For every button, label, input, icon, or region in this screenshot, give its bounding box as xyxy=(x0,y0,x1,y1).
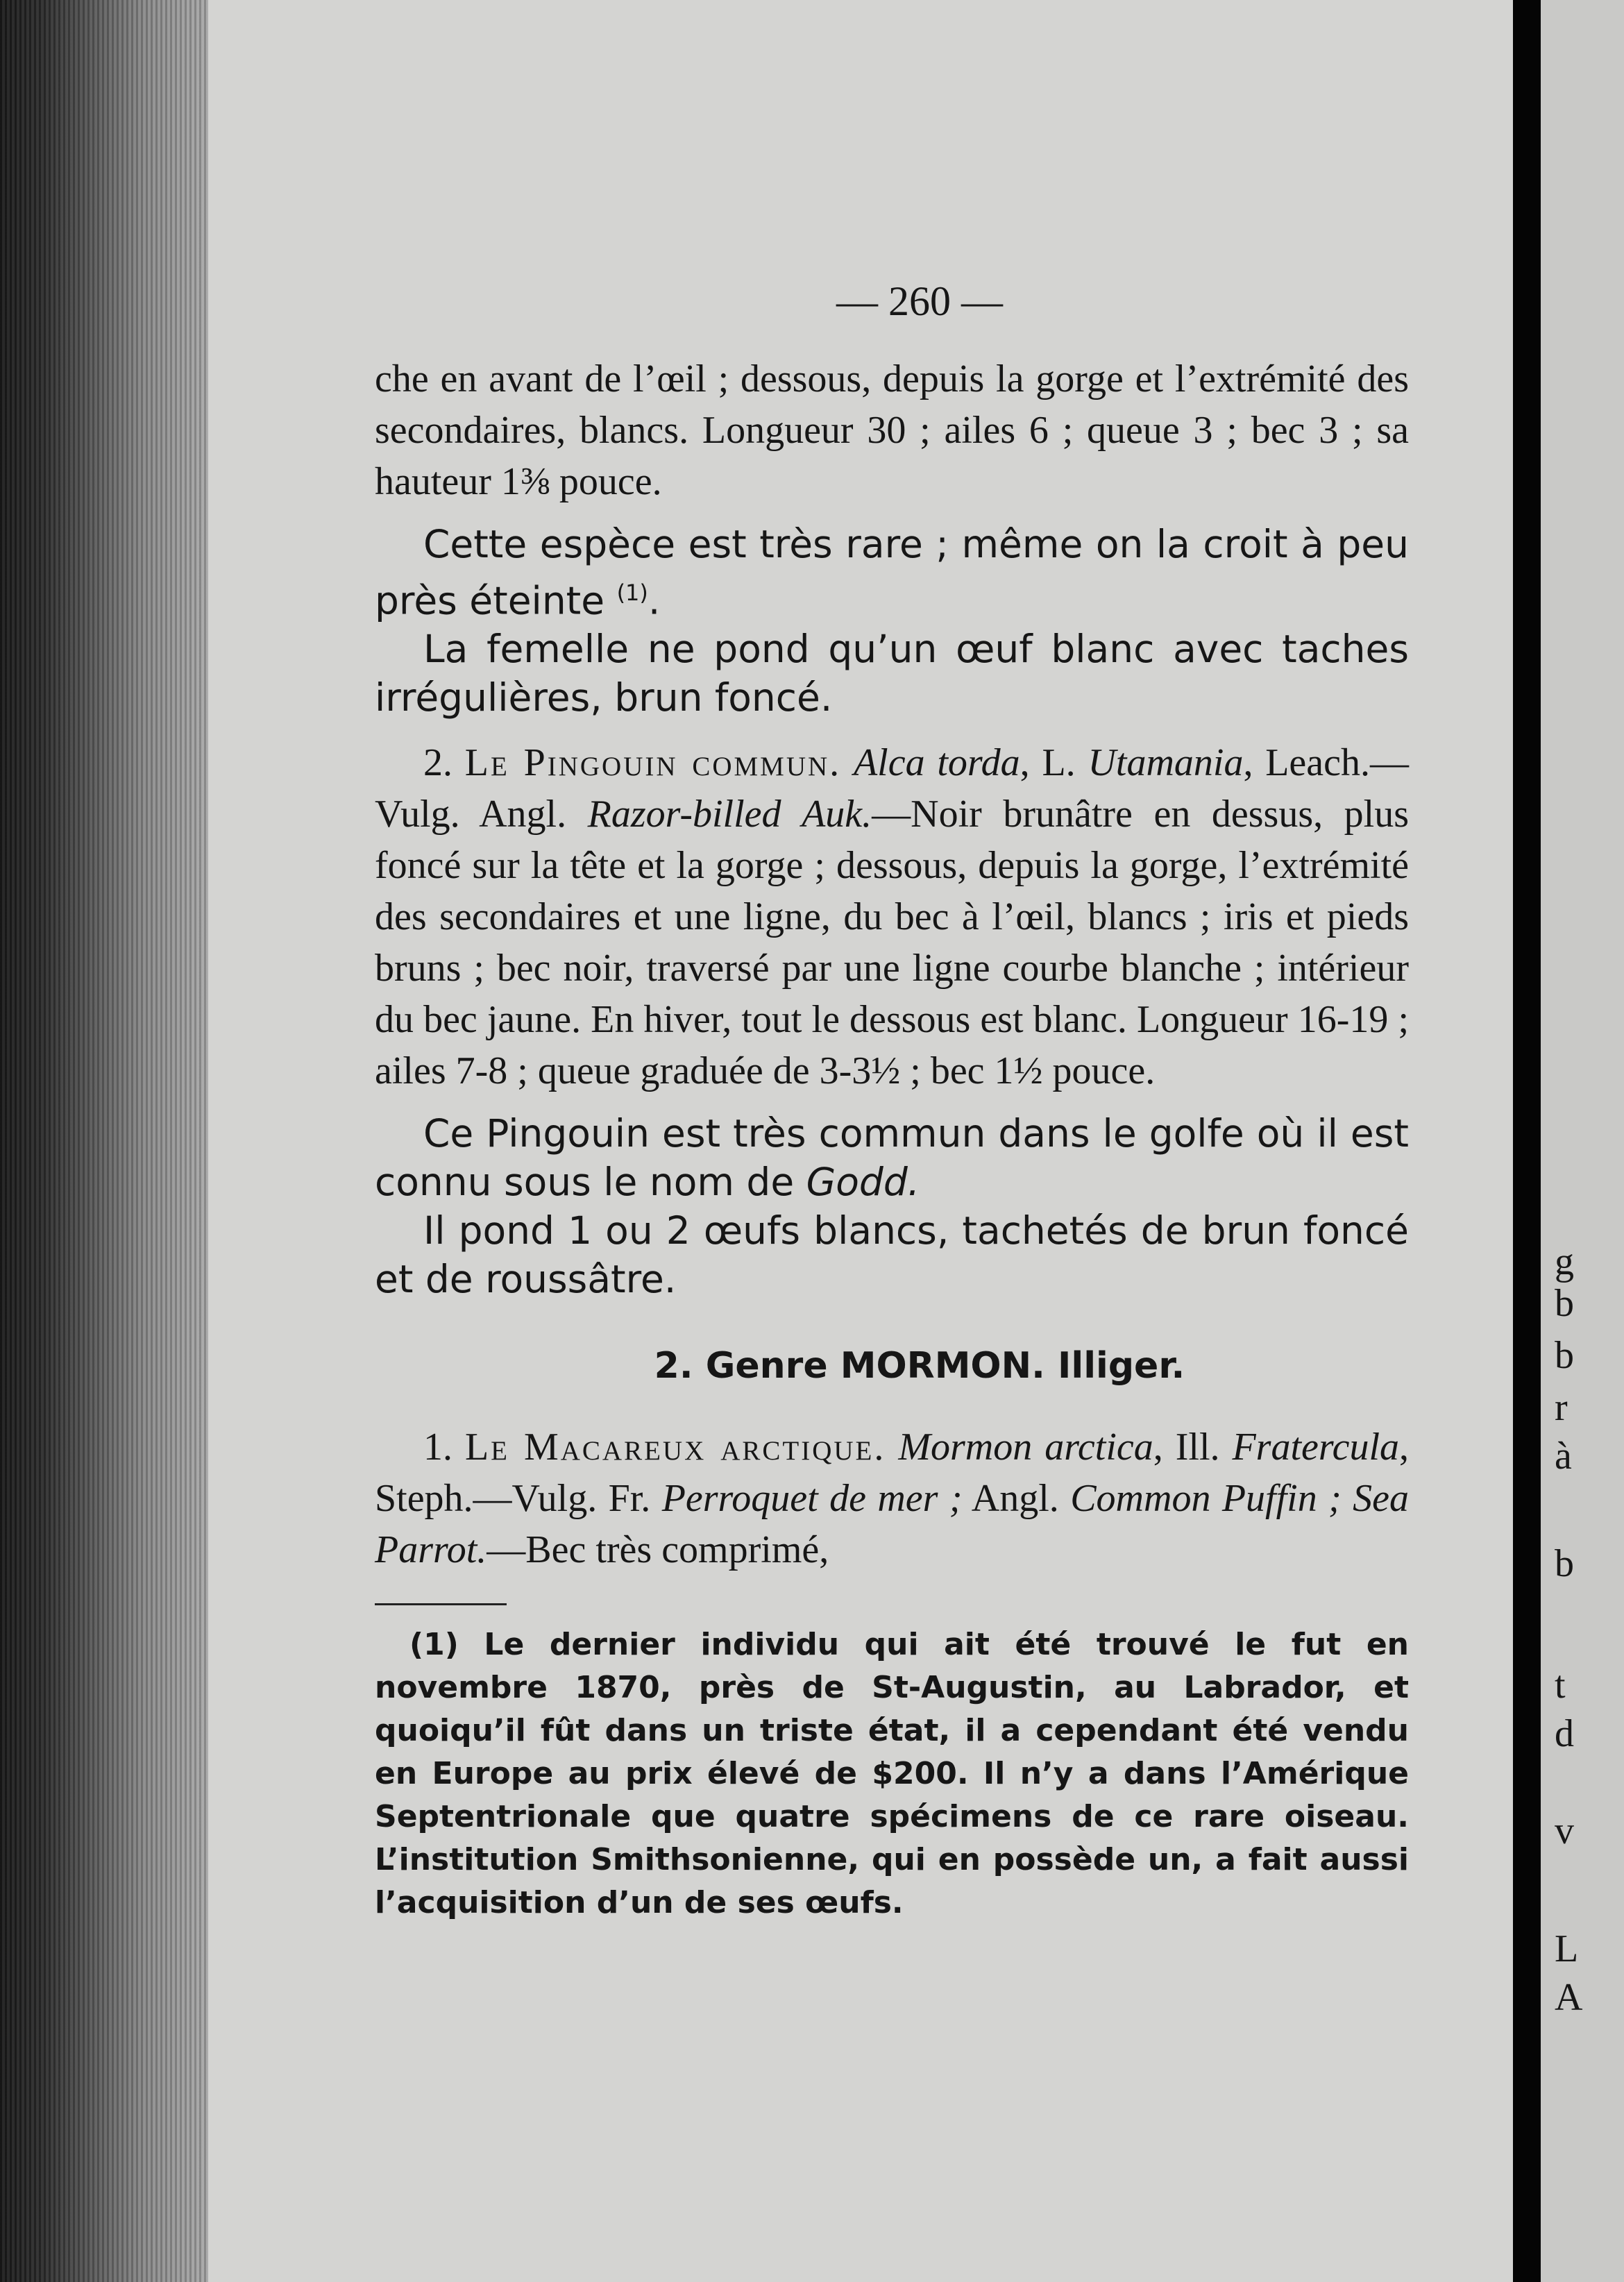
species-entry-pingouin: 2. Le Pingouin commun. Alca torda, L. Utamania, Leach.—Vulg. Angl. Razor-billed Auk.—Noir brunâtre en dessus, plus foncé sur la tête et la gorge ; dessous, depuis la gorge, l’extrémité des secondaires et une ligne, du bec à l’œil, blancs ; iris et pieds bruns ; bec noir, traversé par une ligne courbe blanche ; intérieur du bec jaune. En hiver, tout le dessous est blanc. Longueur 16-19 ; ailes 7-8 ; queue graduée de 3-3½ ; bec 1½ pouce. xyxy=(375,741,1410,1093)
paragraph-continuation: che en avant de l’œil ; dessous, depuis la gorge et l’extrémité des secondaires, blancs. Longueur 30 ; ailes 6 ; queue 3 ; bec 3 ; sa hauteur 1⅜ pouce. xyxy=(375,357,1409,503)
next-page-fragment: b xyxy=(1555,1542,1574,1585)
footnote-ref: (1) xyxy=(616,580,648,606)
genus-heading: 2. Genre MORMON. Illiger. xyxy=(654,1345,1185,1387)
paragraph-pingouin-habitat: Ce Pingouin est très commun dans le golfe où il est connu sous le nom de Godd. xyxy=(375,1111,1409,1205)
footnote-divider xyxy=(375,1603,507,1605)
next-page-fragment: g xyxy=(1555,1240,1574,1283)
gutter xyxy=(1513,0,1541,2282)
next-page-fragment: t xyxy=(1555,1664,1566,1707)
paragraph-pingouin-eggs: Il pond 1 ou 2 œufs blancs, tachetés de brun foncé et de roussâtre. xyxy=(375,1208,1409,1302)
next-page-edge xyxy=(1541,0,1624,2282)
next-page-fragment: à xyxy=(1555,1435,1572,1478)
footnote: (1) Le dernier individu qui ait été trouvé le fut en novembre 1870, près de St-Augustin, au Labrador, et quoiqu’il fût dans un triste état, il a cependant été vendu en Europe au prix élevé de $200. Il n’y a dans l’Amérique Septentrionale que quatre spécimens de ce rare oiseau. L’institution Smithsonienne, qui en possède un, a fait aussi l’acquisition d’un de ses œufs. xyxy=(375,1627,1409,1921)
next-page-fragment: r xyxy=(1555,1386,1568,1429)
next-page-fragment: v xyxy=(1555,1809,1574,1852)
next-page-fragment: L xyxy=(1555,1927,1579,1970)
species-entry-macareux: 1. Le Macareux arctique. Mormon arctica, Ill. Fratercula, Steph.—Vulg. Fr. Perroquet de mer ; Angl. Common Puffin ; Sea Parrot.—Bec très comprimé, xyxy=(375,1426,1410,1572)
page-number: — 260 — xyxy=(836,278,1003,324)
next-page-fragment: d xyxy=(1555,1712,1574,1755)
paragraph-eggs: La femelle ne pond qu’un œuf blanc avec taches irrégulières, brun foncé. xyxy=(375,627,1409,720)
next-page-fragment: A xyxy=(1555,1976,1583,2019)
next-page-fragment: b xyxy=(1555,1282,1574,1325)
species-name: Le Macareux arctique. xyxy=(464,1426,886,1469)
next-page-fragment: b xyxy=(1555,1334,1574,1377)
page-text xyxy=(375,278,1409,1925)
book-page-edges xyxy=(0,0,208,2282)
paragraph-rarity: Cette espèce est très rare ; même on la croit à peu près éteinte $^{(1)}$. xyxy=(375,522,1409,623)
species-name: Le Pingouin commun. xyxy=(464,741,842,785)
